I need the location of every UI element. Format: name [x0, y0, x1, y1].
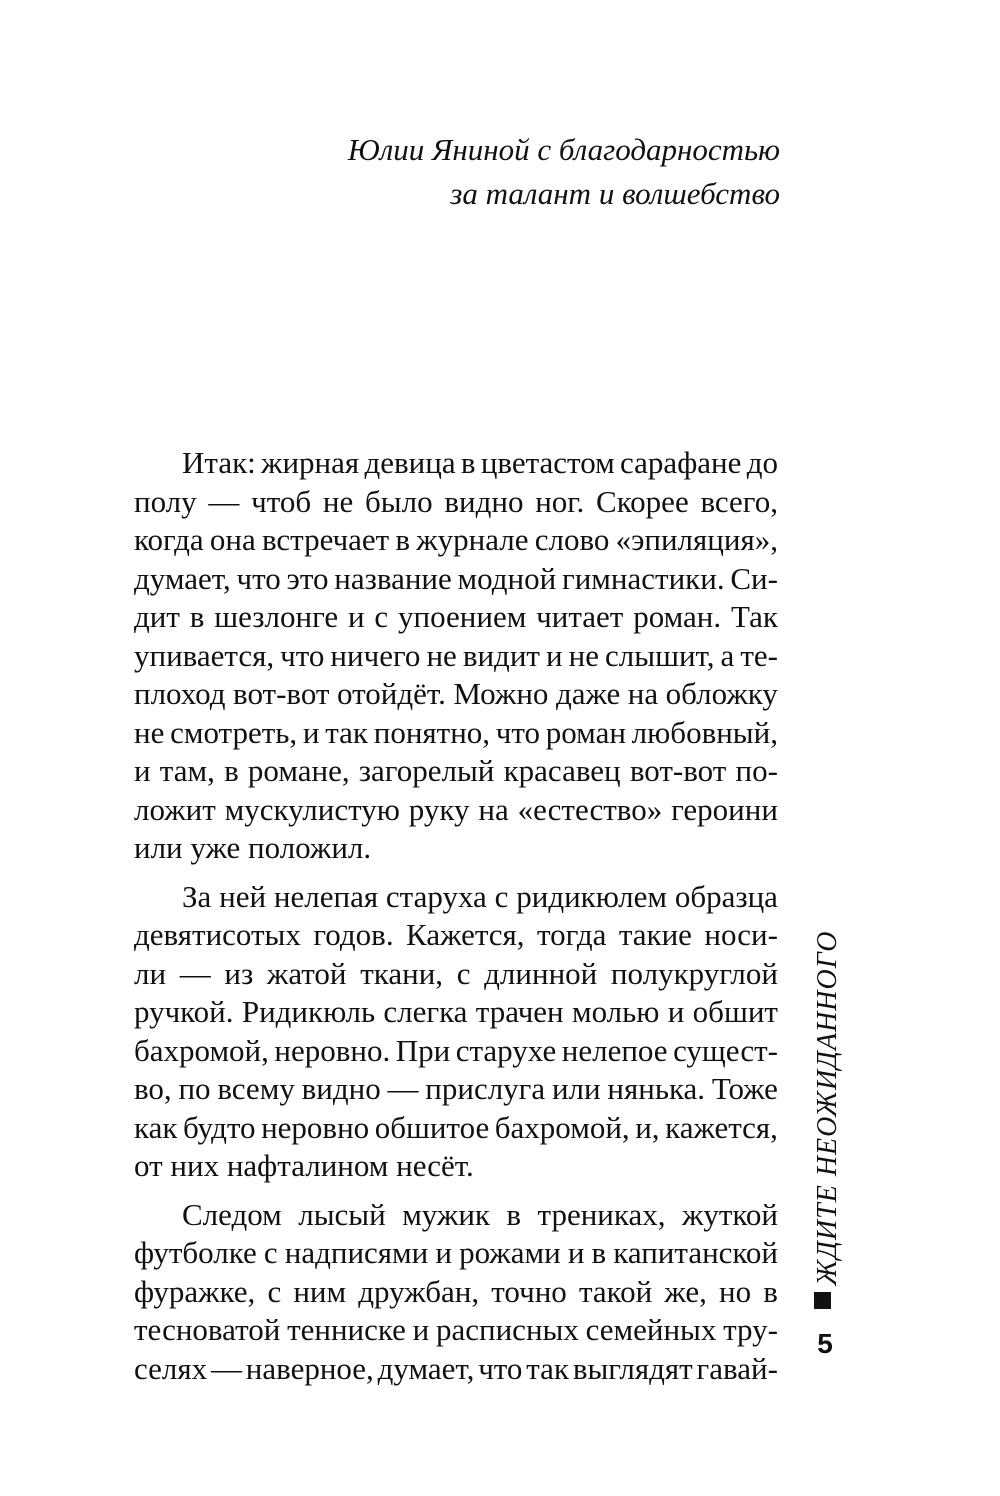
text-line: тесноватой тенниске и расписных семейных тру-	[134, 1312, 778, 1347]
text-line: Следом лысый мужик в трениках, жуткой	[182, 1196, 778, 1232]
text-line: футболке с надписями и рожами и в капитанской	[134, 1235, 778, 1270]
text-line: Итак: жирная девица в цветастом сарафане до	[182, 445, 778, 480]
running-head	[806, 930, 850, 1286]
text-line: полу — чтоб не было видно ног. Скорее всего,	[134, 483, 778, 519]
text-line: не смотреть, и так понятно, что роман любовный,	[134, 714, 778, 750]
text-line: думает, что это название модной гимнастики. Си-	[134, 560, 778, 596]
text-line: бахромой, неровно. При старухе нелепое сущест-	[134, 1032, 778, 1068]
text-line: плоход вот-вот отойдёт. Можно даже на обложку	[134, 676, 778, 711]
text-line: ручкой. Ридикюль слегка трачен молью и обшит	[134, 994, 778, 1029]
epigraph-line: за талант и волшебство	[450, 176, 780, 211]
running-head-title: ЖДИТЕ НЕОЖИДАННОГО	[812, 930, 843, 1286]
text-line: когда она встречает в журнале слово «эпиляция»,	[134, 522, 778, 557]
text-line: и там, в романе, загорелый красавец вот-вот по-	[134, 753, 778, 788]
text-line: упивается, что ничего не видит и не слышит, а те-	[134, 637, 778, 673]
text-line: ложит мускулистую руку на «естество» героини	[134, 791, 778, 827]
paragraph	[134, 444, 778, 868]
page-number: 5	[817, 1328, 833, 1359]
text-line: или уже положил.	[134, 830, 372, 865]
epigraph	[348, 128, 780, 216]
text-line: фуражке, с ним дружбан, точно такой же, но в	[134, 1273, 778, 1309]
text-line: дит в шезлонге и с упоением читает роман. Так	[134, 599, 778, 634]
body-text	[134, 444, 778, 1398]
text-line: как будто неровно обшитое бахромой, и, кажется,	[134, 1109, 778, 1145]
square-marker-icon	[814, 1292, 831, 1309]
text-line: ли — из жатой ткани, с длинной полукруглой	[134, 955, 778, 991]
text-line: от них нафталином несёт.	[134, 1148, 474, 1183]
epigraph-line: Юлии Яниной с благодарностью	[347, 132, 780, 167]
text-line: селях — наверное, думает, что так выглядят гавай-	[134, 1350, 778, 1386]
paragraph	[134, 878, 778, 1186]
paragraph	[134, 1196, 778, 1389]
text-line: во, по всему видно — прислуга или нянька. Тоже	[134, 1071, 778, 1106]
text-line: девятисотых годов. Кажется, тогда такие носи-	[134, 917, 778, 952]
text-line: За ней нелепая старуха с ридикюлем образца	[182, 878, 778, 914]
